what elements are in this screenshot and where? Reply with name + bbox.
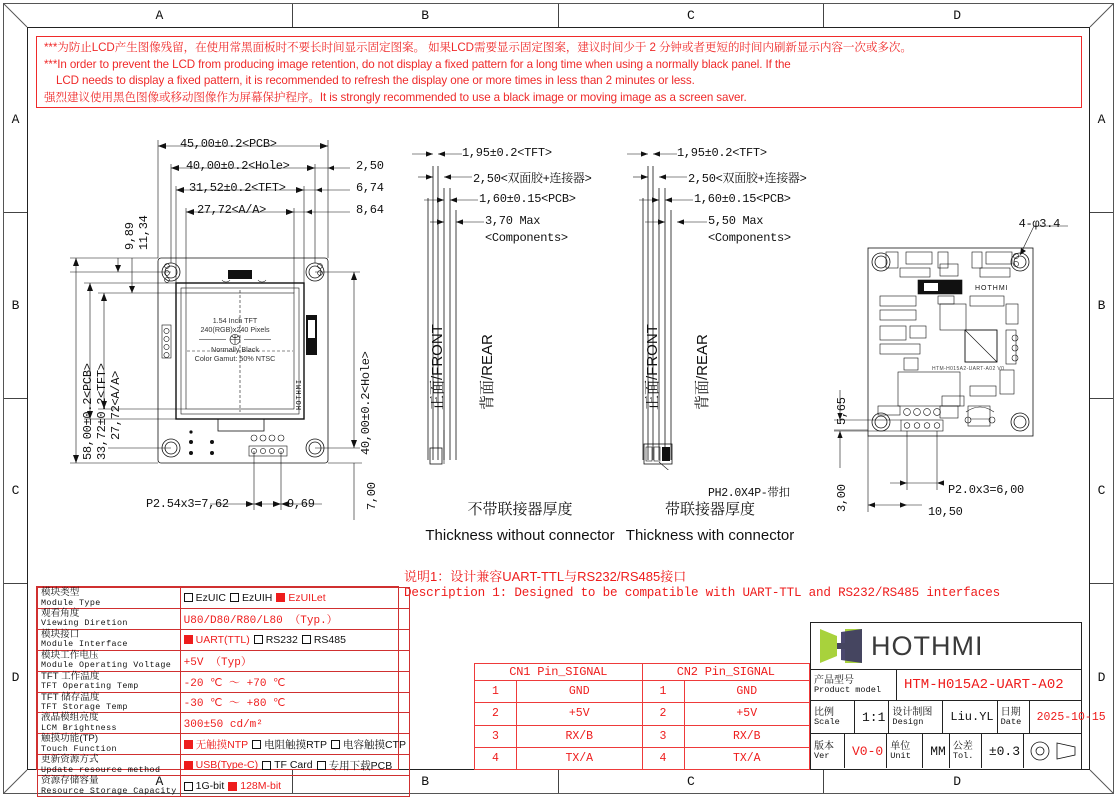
product-model-value-cell [897, 670, 1081, 700]
pin-table-row [475, 681, 810, 703]
checkbox-checked-icon[interactable] [184, 761, 193, 770]
spec-option-group [184, 634, 406, 646]
spec-row-label-cn: 液晶模组亮度 [41, 712, 99, 724]
lcd-image-retention-warning [36, 36, 1082, 108]
spec-row-label [38, 608, 181, 629]
scale-value-cell [855, 701, 889, 733]
ver-label-cn: 版本 [814, 740, 834, 752]
spec-row-label [38, 734, 181, 755]
spec-option-label: EzUIH [242, 591, 273, 604]
spec-option-label: 1G-bit [195, 780, 225, 793]
spec-option-label: 无触摸NTP [195, 738, 249, 751]
zone-top-d: D [953, 8, 962, 23]
pin-signal-table [474, 663, 810, 770]
dim-top-right-3: 8,64 [356, 203, 384, 217]
pin-table-header-cn1: CN1 Pin_SIGNAL [475, 664, 643, 681]
zone-left-c: C [4, 399, 27, 585]
spec-table-row [38, 755, 410, 776]
spec-option-label: EzUIC [195, 591, 226, 604]
spec-row-label [38, 755, 181, 776]
spec-option-pcb[interactable] [317, 758, 393, 773]
spec-row-value [180, 671, 409, 692]
description-note-cn: 说明1：设计兼容UART-TTL与RS232/RS485接口 [404, 569, 687, 584]
spec-row-label-en: Touch Function [41, 743, 117, 754]
spec-table-row [38, 650, 410, 671]
dim-pcb-height: 58,00±0.2<PCB> [81, 363, 95, 460]
dim-aa-height: 27,72<A/A> [109, 370, 123, 440]
zone-right-c: C [1090, 399, 1113, 585]
pin-cell-cn2-pin: 4 [642, 747, 684, 769]
spec-option-label: RS232 [265, 633, 298, 646]
zone-top-c: C [559, 4, 825, 27]
spec-row-label-cn: 更新资源方式 [41, 754, 99, 766]
checkbox-icon[interactable] [302, 635, 311, 644]
product-model-value: HTM-H015A2-UART-A02 [904, 677, 1064, 693]
spec-row-value [180, 629, 409, 650]
spec-option-label: EzUILet [288, 591, 326, 604]
screen-spec-line-2: 240(RGB)x240 Pixels [200, 325, 270, 334]
checkbox-icon[interactable] [184, 593, 193, 602]
zone-band-top [27, 4, 1090, 27]
warning-line-3: LCD needs to display a fixed pattern, it is recommended to refresh the display one or more times in less than 2 minutes or less. [56, 74, 695, 87]
spec-value-text: U80/D80/R80/L80 （Typ.） [183, 614, 338, 627]
checkbox-icon[interactable] [317, 761, 326, 770]
spec-table-row [38, 734, 410, 755]
unit-value: MM [930, 743, 946, 759]
checkbox-icon[interactable] [331, 740, 340, 749]
spec-option-ctp[interactable] [331, 737, 406, 752]
spec-row-label-cn: TFT 工作温度 [41, 670, 100, 682]
date-label-en: Date [1000, 716, 1022, 727]
date-value: 2025-10-15 [1036, 710, 1106, 724]
zone-right-b: B [1090, 213, 1113, 399]
unit-label [887, 734, 923, 768]
spec-option-tf-card[interactable] [262, 759, 313, 771]
zone-top-a: A [27, 4, 293, 27]
zone-right-d: D [1097, 669, 1106, 685]
globe-icon [183, 334, 287, 345]
spec-row-label-cn: TFT 储存温度 [41, 691, 100, 703]
spec-row-label-en: LCM Brightness [41, 722, 117, 733]
title-block-ver-row [811, 734, 1081, 768]
sv2-caption-cn: 带联接器厚度 [664, 501, 755, 518]
spec-row-label-en: TFT Operating Temp [41, 681, 139, 692]
spec-row-label-en: TFT Storage Temp [41, 702, 128, 713]
spec-row-label-cn: 模块工作电压 [41, 649, 99, 661]
spec-row-label-cn: 触摸功能(TP) [41, 733, 99, 745]
sv2-dim-comp-label: <Components> [708, 231, 791, 245]
hothmi-logo-icon [817, 626, 865, 666]
design-label-cn: 设计制图 [892, 706, 933, 718]
spec-row-label [38, 776, 181, 797]
zone-left-a: A [4, 27, 27, 213]
date-label [998, 701, 1030, 733]
dim-top-right-1: 2,50 [356, 159, 384, 173]
logo-wordmark: HOTHMI [871, 630, 984, 661]
title-block-model-row [811, 670, 1081, 701]
zone-band-left [4, 27, 27, 770]
pin-table-row [475, 703, 810, 725]
screen-spec-text [183, 316, 287, 363]
spec-row-value [180, 608, 409, 629]
spec-option-label: USB(Type-C) [195, 759, 259, 772]
projection-symbol-cell [1024, 734, 1086, 768]
pin-cell-cn2-signal: GND [684, 681, 810, 703]
spec-row-value [180, 692, 409, 713]
product-model-label-en: Product model [814, 684, 882, 695]
spec-option-rs232[interactable] [254, 634, 298, 646]
ver-value: V0-0 [852, 743, 884, 759]
dim-bottom-969: 9,69 [287, 497, 315, 511]
zone-bottom-d: D [953, 774, 962, 789]
sv1-rear-label: 背面/REAR [479, 334, 496, 410]
date-label-cn: 日期 [1000, 706, 1021, 718]
zone-top-b: B [293, 4, 559, 27]
dim-left-1134: 11,34 [137, 215, 151, 250]
sv1-dim-comp: 3,70 Max [485, 214, 541, 228]
spec-row-label-cn: 观看角度 [41, 607, 80, 619]
zone-band-right [1090, 27, 1113, 770]
spec-option-ezuih[interactable] [230, 592, 272, 604]
checkbox-checked-icon[interactable] [184, 635, 193, 644]
design-label-en: Design [892, 716, 924, 727]
pin-table-row [475, 725, 810, 747]
design-value: Liu.YL [950, 710, 994, 724]
pin-cell-cn2-pin: 1 [642, 681, 684, 703]
sv1-caption-en: Thickness without connector [425, 527, 615, 544]
pin-table-header-cn2: CN2 Pin_SIGNAL [642, 664, 810, 681]
spec-row-label-en: Module Type [41, 597, 101, 608]
spec-option-label: TF Card [274, 759, 313, 772]
scale-value: 1:1 [862, 709, 886, 725]
zone-bottom-c: C [559, 770, 825, 793]
spec-table-row [38, 629, 410, 650]
unit-value-cell [923, 734, 950, 768]
zone-left-b: B [4, 213, 27, 399]
dim-aa-width: 27,72<A/A> [197, 203, 267, 217]
dim-hole-height: 40,00±0.2<Hole> [359, 351, 373, 455]
title-block-scale-row [811, 701, 1106, 734]
spec-option-ezuic[interactable] [184, 592, 226, 604]
sv2-rear-label: 背面/REAR [694, 334, 711, 410]
pin-cell-cn1-pin: 1 [475, 681, 517, 703]
spec-row-label-en: Resource Storage Capacity [41, 785, 177, 796]
pin-cell-cn2-signal: RX/B [684, 725, 810, 747]
spec-option-ntp[interactable] [184, 737, 249, 752]
spec-row-label-en: Module Operating Voltage [41, 660, 172, 671]
pin-cell-cn2-signal: +5V [684, 703, 810, 725]
checkbox-icon[interactable] [254, 635, 263, 644]
unit-label-cn: 单位 [890, 740, 911, 752]
sv2-dim-tft: 1,95±0.2<TFT> [677, 146, 767, 160]
dim-hole-width: 40,00±0.2<Hole> [186, 159, 290, 173]
spec-table-row [38, 608, 410, 629]
spec-option-128m-bit[interactable] [228, 780, 281, 792]
title-block-logo-row [811, 623, 1081, 670]
product-model-label-cn: 产品型号 [814, 674, 854, 686]
spec-option-group [184, 758, 406, 773]
design-label [889, 701, 943, 733]
spec-table-row [38, 588, 410, 609]
pin-cell-cn1-signal: RX/B [517, 725, 643, 747]
sv2-dim-tape: 2,50<双面胶+连接器> [688, 172, 807, 186]
pin-cell-cn1-pin: 4 [475, 747, 517, 769]
spec-table-row [38, 671, 410, 692]
pin-cell-cn1-signal: GND [517, 681, 643, 703]
dim-left-989: 9,89 [123, 222, 137, 250]
zone-bottom-a: A [27, 770, 293, 793]
tol-label [950, 734, 982, 768]
sv1-dim-tape: 2,50<双面胶+连接器> [473, 172, 592, 186]
checkbox-checked-icon[interactable] [228, 782, 237, 791]
product-model-label [811, 670, 897, 700]
rear-dim-1050: 10,50 [928, 505, 963, 519]
sv2-connector-note: PH2.0X4P-带扣 [708, 487, 790, 500]
svg-text:HOTHMI: HOTHMI [975, 285, 1009, 292]
spec-option-label: 专用下载PCB [328, 759, 393, 772]
spec-option-label: 电容触摸CTP [342, 738, 406, 751]
spec-option-label: UART(TTL) [195, 633, 250, 646]
dim-pcb-width: 45,00±0.2<PCB> [180, 137, 277, 151]
sv1-dim-pcb: 1,60±0.15<PCB> [479, 192, 576, 206]
spec-option-rtp[interactable] [252, 737, 327, 752]
spec-option-usb-type-c[interactable] [184, 759, 258, 771]
spec-row-label [38, 692, 181, 713]
spec-row-label [38, 671, 181, 692]
spec-row-label-en: Viewing Diretion [41, 618, 128, 629]
spec-row-value [180, 650, 409, 671]
spec-row-label [38, 588, 181, 609]
spec-option-1g-bit[interactable] [184, 780, 225, 792]
spec-row-label [38, 629, 181, 650]
sv1-front-label: 正面/FRONT [429, 324, 446, 410]
checkbox-icon[interactable] [230, 593, 239, 602]
spec-row-label [38, 650, 181, 671]
pin-table-row [475, 747, 810, 769]
scale-label-en: Scale [814, 716, 840, 727]
spec-row-value [180, 734, 409, 755]
warning-line-4: 强烈建议使用黑色图像或移动图像作为屏幕保护程序。It is strongly recommended to use a black image or moving image as a screen saver. [44, 90, 747, 104]
description-note-en: Description 1: Designed to be compatible with UART-TTL and RS232/RS485 interfaces [404, 586, 1000, 600]
spec-option-group [184, 737, 406, 752]
ver-label-en: Ver [814, 750, 830, 761]
checkbox-icon[interactable] [262, 761, 271, 770]
spec-value-text: +5V （Typ） [183, 656, 252, 669]
tol-label-cn: 公差 [952, 740, 973, 752]
checkbox-checked-icon[interactable] [276, 593, 285, 602]
spec-row-label [38, 713, 181, 734]
title-block [810, 622, 1106, 770]
spec-option-uart-ttl[interactable] [184, 634, 250, 646]
spec-option-label: 128M-bit [240, 780, 282, 793]
pin-cell-cn1-signal: +5V [517, 703, 643, 725]
rear-dim-565: 5,65 [835, 397, 849, 425]
warning-line-1: ***为防止LCD产生图像残留，在使用常黑面板时不要长时间显示固定图案。 如果LCD需要显示固定图案，建议时间少于 2 分钟或者更短的时间内刷新显示内容一次或多次。 [44, 41, 912, 54]
pin-cell-cn2-signal: TX/A [684, 747, 810, 769]
zone-bottom-b: B [293, 770, 559, 793]
spec-option-ezuilet[interactable] [276, 592, 325, 604]
spec-row-label-en: Update resource method [41, 764, 161, 775]
pin-cell-cn2-pin: 3 [642, 725, 684, 747]
unit-label-en: Unit [890, 750, 911, 761]
sv2-dim-pcb: 1,60±0.15<PCB> [694, 192, 791, 206]
dim-top-right-2: 6,74 [356, 181, 384, 195]
tol-label-en: Tol. [952, 750, 974, 761]
first-angle-projection-icon [1027, 740, 1083, 762]
rear-view-geometry [820, 200, 1090, 530]
zone-left-d: D [11, 669, 20, 685]
spec-table-row [38, 692, 410, 713]
pin-cell-cn2-pin: 2 [642, 703, 684, 725]
description-note [404, 568, 1054, 602]
sv1-dim-comp-label: <Components> [485, 231, 568, 245]
sv2-dim-comp: 5,50 Max [708, 214, 764, 228]
spec-row-label-cn: 模块接口 [41, 628, 80, 640]
dim-tft-width: 31,52±0.2<TFT> [189, 181, 286, 195]
dim-bottom-700: 7,00 [365, 482, 379, 510]
spec-row-value [180, 755, 409, 776]
spec-value-text: -20 ℃ ～ +70 ℃ [183, 677, 286, 690]
spec-table-row [38, 713, 410, 734]
spec-row-label-en: Module Interface [41, 639, 128, 650]
screen-spec-line-1: 1.54 Inch TFT [212, 316, 258, 325]
checkbox-icon[interactable] [252, 740, 261, 749]
spec-option-rs485[interactable] [302, 634, 346, 646]
spec-row-value [180, 776, 409, 797]
design-value-cell [943, 701, 997, 733]
screen-spec-line-4: Color Gamut: 50% NTSC [194, 354, 276, 363]
dim-tft-height: 33,72±0.2<TFT> [95, 363, 109, 460]
checkbox-icon[interactable] [184, 782, 193, 791]
spec-value-text: -30 ℃ ～ +80 ℃ [183, 698, 286, 711]
sv1-caption-cn: 不带联接器厚度 [467, 501, 573, 518]
sv2-front-label: 正面/FRONT [644, 324, 661, 410]
scale-label-cn: 比例 [814, 706, 834, 718]
tol-value: ±0.3 [988, 743, 1021, 759]
specification-table [36, 586, 406, 796]
pin-cell-cn1-signal: TX/A [517, 747, 643, 769]
spec-row-value [180, 588, 409, 609]
rear-dim-300: 3,00 [835, 484, 849, 512]
screen-spec-line-3: Normally Black [211, 345, 259, 354]
ver-label [811, 734, 845, 768]
zone-right-a: A [1090, 27, 1113, 213]
spec-table-row [38, 776, 410, 797]
spec-row-label-cn: 资源存储容量 [41, 775, 99, 787]
pin-cell-cn1-pin: 3 [475, 725, 517, 747]
spec-option-label: RS485 [313, 633, 346, 646]
spec-row-label-cn: 模块类型 [41, 587, 80, 598]
front-view-brand-mark: HOTHMI [296, 378, 304, 410]
pin-cell-cn1-pin: 2 [475, 703, 517, 725]
spec-option-label: 电阻触摸RTP [264, 738, 327, 751]
sv1-dim-tft: 1,95±0.2<TFT> [462, 146, 552, 160]
spec-option-group [184, 780, 406, 792]
rear-dim-pitch: P2.0x3=6,00 [948, 483, 1024, 497]
checkbox-checked-icon[interactable] [184, 740, 193, 749]
spec-row-value [180, 713, 409, 734]
spec-option-group [184, 592, 406, 604]
scale-label [811, 701, 855, 733]
sv2-caption-en: Thickness with connector [625, 527, 795, 544]
ver-value-cell [845, 734, 887, 768]
tol-value-cell [982, 734, 1024, 768]
warning-line-2: ***In order to prevent the LCD from producing image retention, do not display a fixed pattern for a long time when using a normally black panel. If the [44, 57, 791, 71]
rear-hole-note: 4-φ3.4 [1018, 217, 1060, 231]
svg-text:HTM-H015A2-UART-A02 V0: HTM-H015A2-UART-A02 V0 [932, 366, 1005, 372]
date-value-cell [1030, 701, 1109, 733]
spec-value-text: 300±50 cd/m² [183, 719, 263, 732]
dim-bottom-pitch: P2.54x3=7,62 [146, 497, 229, 511]
